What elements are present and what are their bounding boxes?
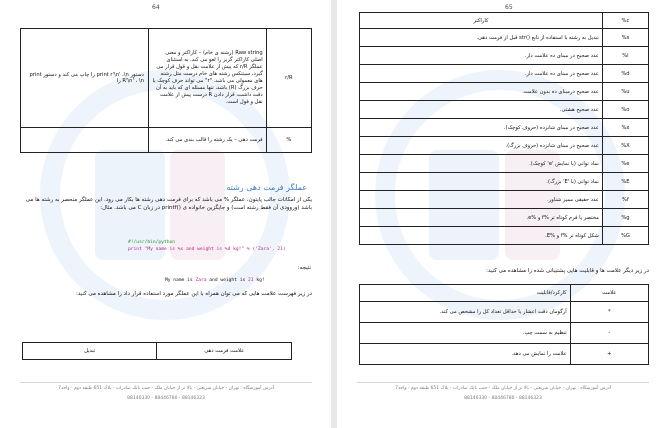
code-line: print "My name is %s and weight is %d kg!" % ('Zara', 21) (128, 247, 286, 252)
page-number: 64 (152, 4, 160, 11)
desc-cell: مختصر یا فرم کوتاه تر %f و %e. (360, 209, 603, 227)
header-cell: علامت فرمت دهی (157, 343, 292, 360)
desc-cell: نماد توانی (با 'E' بزرگ). (360, 173, 603, 191)
result-text: and weight is (206, 278, 249, 283)
spec-cell: - (570, 323, 648, 344)
spec-cell: %o (602, 101, 648, 119)
table-row (360, 137, 649, 155)
page-right (337, 0, 669, 428)
table-row (360, 227, 649, 245)
table-row (360, 83, 649, 101)
spec-cell: %s (602, 29, 648, 47)
table-row (360, 101, 649, 119)
footer-divider (357, 382, 649, 383)
page-left (0, 0, 331, 428)
spec-cell: %u (602, 83, 648, 101)
desc-cell: عدد صحیح در مبنای ده علامت دار. (360, 47, 603, 65)
desc-cell: آرگومان دقت اعشار یا حداقل تعداد کل را مشخص می کند. (360, 302, 571, 323)
raw-string-table (20, 28, 312, 153)
result-text: kg! (253, 278, 265, 283)
modifier-table (359, 284, 649, 365)
desc-cell: تنظیم به سمت چپ. (360, 323, 571, 344)
desc-cell: عدد صحیح هشتی. (360, 101, 603, 119)
modifiers-paragraph: در زیر دیگر علامت ها و قابلیت هایی پشتیبانی شده را مشاهده می کنید: (486, 268, 649, 274)
desc-cell: تبدیل به رشته با استفاده از تابع ()str قبل از فرمت دهی. (360, 29, 603, 47)
table-row (360, 119, 649, 137)
spec-cell: %g (602, 209, 648, 227)
table-row (360, 209, 649, 227)
table-row (21, 128, 312, 153)
table-row (360, 47, 649, 65)
table-header-row (23, 343, 292, 360)
format-specifier-table (359, 12, 649, 245)
spec-cell: %X (602, 137, 648, 155)
desc-cell: شکل کوتاه تر %f و %E. (360, 227, 603, 245)
example-cell (21, 128, 149, 153)
spec-cell: %x (602, 119, 648, 137)
spec-cell: r/R (266, 29, 311, 128)
desc-cell: فرمت دهی – یک رشته را قالب بندی می کند. (148, 128, 266, 153)
table-row (360, 155, 649, 173)
spec-cell: %E (602, 173, 648, 191)
footer-phone: 88146323 - 88446780 - 88146330 (464, 396, 542, 401)
header-cell: کارکرد/قابلیت (360, 285, 571, 302)
spec-cell: %G (602, 227, 648, 245)
desc-cell: عدد حقیقی ممیز شناور. (360, 191, 603, 209)
footer-divider (20, 382, 312, 383)
spec-cell: %i (602, 47, 648, 65)
list-paragraph: در زیر فهرست علامت هایی که می توان همراه با این عملگر مورد استفاده قرار داد را مشاهده می کنید: (75, 291, 312, 297)
table-row (360, 65, 649, 83)
table-header-row (360, 285, 649, 302)
header-cell: تبدیل (23, 343, 157, 360)
table-row (360, 344, 649, 365)
result-text: My name is (165, 278, 196, 283)
spec-cell: %e (602, 155, 648, 173)
result-output (165, 278, 265, 285)
spec-cell: % (266, 128, 311, 153)
table-header-row (360, 13, 649, 29)
table-row (21, 29, 312, 128)
spec-cell: * (570, 302, 648, 323)
code-shebang: #!/usr/bin/python (128, 240, 176, 245)
footer-address: آدرس آموزشگاه : تهران - خیابان شریعتی - بالا تر از خیابان ملک - جنب بانک صادرات - پلاک 651 طبقه دوم - واحد7 (58, 386, 274, 391)
desc-cell: عدد صحیح در مبنای شانزده (حروف بزرگ). (360, 137, 603, 155)
result-value: 21 (248, 278, 254, 283)
footer-address: آدرس آموزشگاه : تهران - خیابان شریعتی - بالا تر از خیابان ملک - جنب بانک صادرات - پلاک 651 طبقه دوم - واحد7 (395, 386, 611, 391)
table-row (360, 323, 649, 344)
spec-cell: + (570, 344, 648, 365)
table-row (360, 173, 649, 191)
desc-cell: عدد صحیح درمبنای ده بدون علامت. (360, 83, 603, 101)
desc-cell: عدد صحیح در مبنای شانزده (حروف کوچک). (360, 119, 603, 137)
desc-cell: نماد توانی (با نمایش 'e' کوچک). (360, 155, 603, 173)
desc-cell: عدد صحیح در مبنای ده علامت دار. (360, 65, 603, 83)
header-cell: علامت (570, 285, 648, 302)
footer-phone: 88146323 - 88446780 - 88146330 (127, 396, 205, 401)
desc-cell: علامت را نمایش می دهد. (360, 344, 571, 365)
spec-cell: %d (602, 65, 648, 83)
example-cell: دستور print r'\n' ،\n را چاپ می کند و دستور print R'\n' ، \n را (21, 29, 149, 128)
result-value: Zara (195, 278, 207, 283)
desc-cell: کاراکتر (360, 13, 603, 29)
desc-cell: Raw string (رشته ی خام) – کاراکتر و معنی اصلی کاراکتر گریز را لغو می کند. به استثنای عملگر r/R که پیش از علامت نقل و قول قرار می گیرد، سینتکس رشته های خام درست مثل رشته های معمولی می باشد. "r" می تواند حرف کوچک یا حرف بزرگ (R) باشد، تنها مسئله ای که باید به آن دقت داشت، قرار دادن R درست پیش از علامت نقل و قول است. (148, 29, 266, 128)
result-label: نتیجه: (297, 265, 311, 271)
table-row (360, 191, 649, 209)
format-symbol-table (22, 342, 292, 360)
page-number: 65 (505, 4, 513, 11)
spec-cell: %c (602, 13, 648, 29)
table-row (360, 302, 649, 323)
table-row (360, 29, 649, 47)
intro-paragraph: یکی از امکانات جالب پایتون، عملگر % می باشد که برای فرمت دهی رشته ها بکار می رود. این عملگر منحصر به رشته ها می باشد (وروودی آن فقط رشته است) و جایگزین خانواده ی ()printf در زبان C می باشد. مثال: (25, 197, 312, 212)
section-heading: عملگر فرمت دهی رشته (226, 183, 307, 192)
spec-cell: %f (602, 191, 648, 209)
